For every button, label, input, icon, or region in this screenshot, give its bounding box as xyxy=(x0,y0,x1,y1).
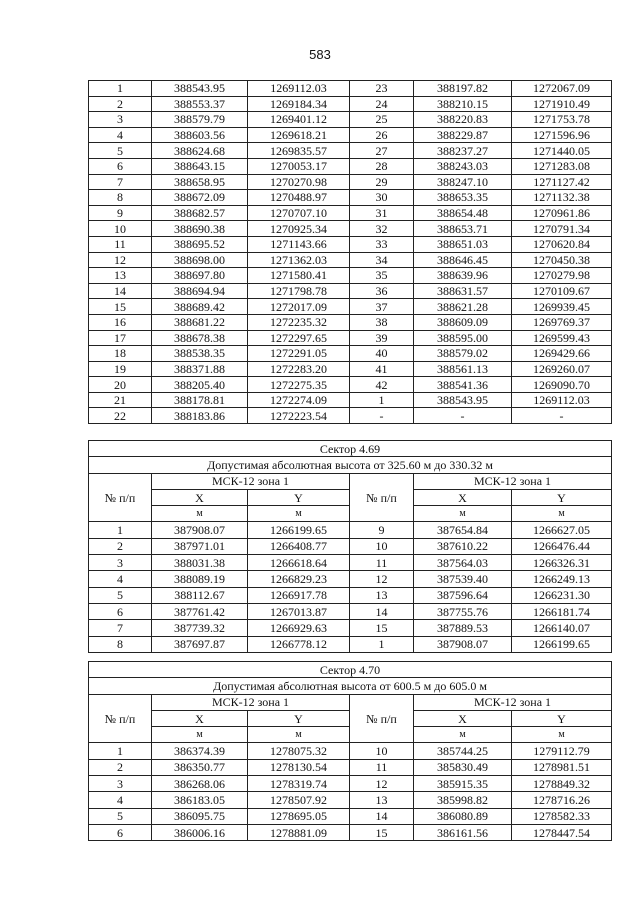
table-cell: 1270109.67 xyxy=(512,283,612,299)
table-cell: 36 xyxy=(350,283,414,299)
table-cell: 8 xyxy=(89,636,152,652)
table-cell: 15 xyxy=(350,824,414,840)
table-cell: 1278716.26 xyxy=(512,792,612,808)
table-row xyxy=(89,603,612,619)
table-row xyxy=(89,408,612,424)
table-cell: 1269769.37 xyxy=(512,314,612,330)
table-cell: 1272297.65 xyxy=(248,330,350,346)
table-row xyxy=(89,522,612,538)
table-cell: 388658.95 xyxy=(152,174,248,190)
sector-4-70-table xyxy=(88,661,612,841)
table-cell: 12 xyxy=(89,252,152,268)
table-cell: 388653.71 xyxy=(414,221,512,237)
table-row xyxy=(89,221,612,237)
table-cell: 1272274.09 xyxy=(248,392,350,408)
table-cell: 1271596.96 xyxy=(512,127,612,143)
table-cell: 1272291.05 xyxy=(248,346,350,362)
table-cell: 385998.82 xyxy=(414,792,512,808)
table-cell: 30 xyxy=(350,190,414,206)
table-cell: 1278075.32 xyxy=(248,743,350,759)
table-row xyxy=(89,776,612,792)
table-cell: 1278130.54 xyxy=(248,759,350,775)
zone-header-left: МСК-12 зона 1 xyxy=(152,473,350,489)
table-cell: 388639.96 xyxy=(414,268,512,284)
table-row xyxy=(89,759,612,775)
table-cell: 388371.88 xyxy=(152,361,248,377)
table-cell: 9 xyxy=(89,205,152,221)
table-cell: 4 xyxy=(89,571,152,587)
table-row xyxy=(89,236,612,252)
table-cell: 6 xyxy=(89,603,152,619)
table-cell: 1278881.09 xyxy=(248,824,350,840)
table-row xyxy=(89,96,612,112)
table-cell: 12 xyxy=(350,776,414,792)
coordinates-table-continued xyxy=(88,80,612,424)
table-cell: 23 xyxy=(350,81,414,97)
table-cell: 1266249.13 xyxy=(512,571,612,587)
table-cell: 387908.07 xyxy=(152,522,248,538)
table-cell: 388631.57 xyxy=(414,283,512,299)
table-cell: 14 xyxy=(89,283,152,299)
table-row xyxy=(89,808,612,824)
table-cell: 1266199.65 xyxy=(248,522,350,538)
table-cell: 1269090.70 xyxy=(512,377,612,393)
table-cell: 8 xyxy=(89,190,152,206)
table-cell: 388609.09 xyxy=(414,314,512,330)
table-cell: 388690.38 xyxy=(152,221,248,237)
table-cell: 386080.89 xyxy=(414,808,512,824)
page-number: 583 xyxy=(309,47,331,62)
table-row xyxy=(89,392,612,408)
table-cell: 1270279.98 xyxy=(512,268,612,284)
table-cell: 1269401.12 xyxy=(248,112,350,128)
table-cell: 388643.15 xyxy=(152,158,248,174)
y-header: Y xyxy=(512,489,612,505)
table-cell: 5 xyxy=(89,143,152,159)
table-cell: 387697.87 xyxy=(152,636,248,652)
table-cell: 37 xyxy=(350,299,414,315)
table-cell: 388197.82 xyxy=(414,81,512,97)
table-cell: 15 xyxy=(89,299,152,315)
x-header: X xyxy=(152,489,248,505)
table-cell: 1271362.03 xyxy=(248,252,350,268)
table-row xyxy=(89,174,612,190)
table-cell: 1 xyxy=(89,743,152,759)
table-row xyxy=(89,555,612,571)
table-row xyxy=(89,143,612,159)
table-cell: 14 xyxy=(350,603,414,619)
unit-cell: м xyxy=(512,727,612,743)
table-cell: 388031.38 xyxy=(152,555,248,571)
table-cell: 1269618.21 xyxy=(248,127,350,143)
table-cell: 1269599.43 xyxy=(512,330,612,346)
table-cell: 1270925.34 xyxy=(248,221,350,237)
table-cell: 11 xyxy=(89,236,152,252)
table-cell: 1267013.87 xyxy=(248,603,350,619)
table-cell: 1271283.08 xyxy=(512,158,612,174)
table-row xyxy=(89,743,612,759)
table-row xyxy=(89,158,612,174)
table-cell: 19 xyxy=(89,361,152,377)
table-cell: 1269939.45 xyxy=(512,299,612,315)
height-note: Допустимая абсолютная высота от 600.5 м до 605.0 м xyxy=(89,678,612,694)
table-cell: 387908.07 xyxy=(414,636,512,652)
table-cell: 388210.15 xyxy=(414,96,512,112)
table-cell: 387654.84 xyxy=(414,522,512,538)
table-cell: 1269260.07 xyxy=(512,361,612,377)
table-cell: 388698.00 xyxy=(152,252,248,268)
table-cell: 388178.81 xyxy=(152,392,248,408)
table-cell: 1272275.35 xyxy=(248,377,350,393)
table-cell: 27 xyxy=(350,143,414,159)
table-cell: 12 xyxy=(350,571,414,587)
table-cell: 1266929.63 xyxy=(248,620,350,636)
table-cell: 388681.22 xyxy=(152,314,248,330)
table-row xyxy=(89,127,612,143)
table-cell: 6 xyxy=(89,824,152,840)
table-cell: 1 xyxy=(350,392,414,408)
table-cell: 40 xyxy=(350,346,414,362)
table-cell: - xyxy=(414,408,512,424)
table-row xyxy=(89,268,612,284)
table-cell: 388653.35 xyxy=(414,190,512,206)
y-header: Y xyxy=(248,710,350,726)
table-cell: 1266618.64 xyxy=(248,555,350,571)
table-cell: 388112.67 xyxy=(152,587,248,603)
table-cell: 1270053.17 xyxy=(248,158,350,174)
table-cell: 4 xyxy=(89,792,152,808)
table-cell: 17 xyxy=(89,330,152,346)
table-cell: 1278447.54 xyxy=(512,824,612,840)
table-cell: 1266778.12 xyxy=(248,636,350,652)
table-cell: 20 xyxy=(89,377,152,393)
table-cell: 1279112.79 xyxy=(512,743,612,759)
table-row xyxy=(89,346,612,362)
num-header-right: № п/п xyxy=(350,473,414,522)
table-cell: 388237.27 xyxy=(414,143,512,159)
table-cell: 15 xyxy=(350,620,414,636)
table-cell: 7 xyxy=(89,174,152,190)
table-cell: 1270620.84 xyxy=(512,236,612,252)
table-cell: 13 xyxy=(89,268,152,284)
table-cell: 1271143.66 xyxy=(248,236,350,252)
table-cell: 387761.42 xyxy=(152,603,248,619)
table-cell: 385830.49 xyxy=(414,759,512,775)
table-cell: 386161.56 xyxy=(414,824,512,840)
table-row xyxy=(89,571,612,587)
table-cell: 1266231.30 xyxy=(512,587,612,603)
table-cell: 7 xyxy=(89,620,152,636)
table-cell: 9 xyxy=(350,522,414,538)
x-header: X xyxy=(414,710,512,726)
zone-header-right: МСК-12 зона 1 xyxy=(414,473,612,489)
table-cell: 1272235.32 xyxy=(248,314,350,330)
unit-cell: м xyxy=(512,506,612,522)
table-cell: 1269429.66 xyxy=(512,346,612,362)
table-row xyxy=(89,636,612,652)
table-cell: 388654.48 xyxy=(414,205,512,221)
table-cell: 1266476.44 xyxy=(512,538,612,554)
table-cell: 10 xyxy=(350,538,414,554)
table-cell: 18 xyxy=(89,346,152,362)
table-cell: 388595.00 xyxy=(414,330,512,346)
table-cell: 1266140.07 xyxy=(512,620,612,636)
table-cell: 28 xyxy=(350,158,414,174)
table-cell: - xyxy=(512,408,612,424)
table-cell: 24 xyxy=(350,96,414,112)
zone-header-right: МСК-12 зона 1 xyxy=(414,694,612,710)
table-cell: 1271440.05 xyxy=(512,143,612,159)
unit-cell: м xyxy=(414,506,512,522)
table-row xyxy=(89,299,612,315)
table-cell: 388621.28 xyxy=(414,299,512,315)
table-cell: 1269112.03 xyxy=(248,81,350,97)
table-cell: 11 xyxy=(350,759,414,775)
table-cell: 388624.68 xyxy=(152,143,248,159)
table-cell: 1266326.31 xyxy=(512,555,612,571)
table-cell: 21 xyxy=(89,392,152,408)
table-cell: 11 xyxy=(350,555,414,571)
unit-cell: м xyxy=(414,727,512,743)
table-cell: 3 xyxy=(89,112,152,128)
table-row xyxy=(89,792,612,808)
height-note: Допустимая абсолютная высота от 325.60 м до 330.32 м xyxy=(89,457,612,473)
table-cell: 388603.56 xyxy=(152,127,248,143)
table-cell: 1271798.78 xyxy=(248,283,350,299)
num-header-right: № п/п xyxy=(350,694,414,743)
table-cell: 10 xyxy=(89,221,152,237)
table-row xyxy=(89,377,612,393)
unit-cell: м xyxy=(248,506,350,522)
table-cell: 386374.39 xyxy=(152,743,248,759)
table-cell: 1266627.05 xyxy=(512,522,612,538)
table-cell: 1270961.86 xyxy=(512,205,612,221)
y-header: Y xyxy=(512,710,612,726)
table-cell: 388247.10 xyxy=(414,174,512,190)
table-cell: 388229.87 xyxy=(414,127,512,143)
table-cell: 388553.37 xyxy=(152,96,248,112)
table-cell: 1271753.78 xyxy=(512,112,612,128)
table-row xyxy=(89,587,612,603)
table-cell: 388579.02 xyxy=(414,346,512,362)
table-cell: 1271127.42 xyxy=(512,174,612,190)
table-cell: 388682.57 xyxy=(152,205,248,221)
table-row xyxy=(89,314,612,330)
table-cell: 387564.03 xyxy=(414,555,512,571)
table-cell: 388205.40 xyxy=(152,377,248,393)
table-cell: 25 xyxy=(350,112,414,128)
num-header-left: № п/п xyxy=(89,473,152,522)
unit-cell: м xyxy=(248,727,350,743)
table-cell: 41 xyxy=(350,361,414,377)
table-cell: 10 xyxy=(350,743,414,759)
table-cell: 386006.16 xyxy=(152,824,248,840)
table-cell: - xyxy=(350,408,414,424)
unit-cell: м xyxy=(152,727,248,743)
table-cell: 1266199.65 xyxy=(512,636,612,652)
table-cell: 29 xyxy=(350,174,414,190)
table-cell: 6 xyxy=(89,158,152,174)
table-cell: 386095.75 xyxy=(152,808,248,824)
table-cell: 1278981.51 xyxy=(512,759,612,775)
table-row xyxy=(89,205,612,221)
table-row xyxy=(89,190,612,206)
table-cell: 1269184.34 xyxy=(248,96,350,112)
table-cell: 3 xyxy=(89,776,152,792)
table-cell: 13 xyxy=(350,587,414,603)
table-cell: 26 xyxy=(350,127,414,143)
table-cell: 1270270.98 xyxy=(248,174,350,190)
table-row xyxy=(89,252,612,268)
table-cell: 1278319.74 xyxy=(248,776,350,792)
table-cell: 31 xyxy=(350,205,414,221)
table-cell: 1272067.09 xyxy=(512,81,612,97)
table-cell: 22 xyxy=(89,408,152,424)
table-cell: 386268.06 xyxy=(152,776,248,792)
table-cell: 16 xyxy=(89,314,152,330)
table-row xyxy=(89,330,612,346)
table-row xyxy=(89,361,612,377)
table-cell: 1271910.49 xyxy=(512,96,612,112)
table-cell: 1266408.77 xyxy=(248,538,350,554)
table-cell: 1270450.38 xyxy=(512,252,612,268)
table-cell: 2 xyxy=(89,538,152,554)
table-cell: 39 xyxy=(350,330,414,346)
table-cell: 34 xyxy=(350,252,414,268)
zone-header-left: МСК-12 зона 1 xyxy=(152,694,350,710)
table-row xyxy=(89,824,612,840)
table-cell: 42 xyxy=(350,377,414,393)
table-cell: 3 xyxy=(89,555,152,571)
table-cell: 1270791.34 xyxy=(512,221,612,237)
table-row xyxy=(89,538,612,554)
sector-title: Сектор 4.69 xyxy=(89,441,612,457)
sector-4-69-body xyxy=(89,522,612,652)
table-cell: 1 xyxy=(350,636,414,652)
table-cell: 1266181.74 xyxy=(512,603,612,619)
table-cell: 1266917.78 xyxy=(248,587,350,603)
table-cell: 13 xyxy=(350,792,414,808)
table-cell: 388651.03 xyxy=(414,236,512,252)
table-cell: 33 xyxy=(350,236,414,252)
table-cell: 387971.01 xyxy=(152,538,248,554)
table-cell: 388694.94 xyxy=(152,283,248,299)
coordinates-table-body xyxy=(89,81,612,424)
table-cell: 1271580.41 xyxy=(248,268,350,284)
table-cell: 1 xyxy=(89,522,152,538)
table-cell: 385744.25 xyxy=(414,743,512,759)
table-cell: 388243.03 xyxy=(414,158,512,174)
num-header-left: № п/п xyxy=(89,694,152,743)
table-cell: 387610.22 xyxy=(414,538,512,554)
table-cell: 32 xyxy=(350,221,414,237)
table-cell: 1278849.32 xyxy=(512,776,612,792)
y-header: Y xyxy=(248,489,350,505)
table-cell: 388561.13 xyxy=(414,361,512,377)
table-cell: 1270488.97 xyxy=(248,190,350,206)
table-row xyxy=(89,283,612,299)
table-row xyxy=(89,112,612,128)
table-cell: 2 xyxy=(89,96,152,112)
table-cell: 1269835.57 xyxy=(248,143,350,159)
table-cell: 14 xyxy=(350,808,414,824)
table-cell: 388697.80 xyxy=(152,268,248,284)
table-cell: 387596.64 xyxy=(414,587,512,603)
table-cell: 388538.35 xyxy=(152,346,248,362)
table-cell: 1278582.33 xyxy=(512,808,612,824)
table-row xyxy=(89,620,612,636)
sector-4-69-table xyxy=(88,440,612,653)
unit-cell: м xyxy=(152,506,248,522)
table-cell: 388678.38 xyxy=(152,330,248,346)
table-cell: 4 xyxy=(89,127,152,143)
table-cell: 1272017.09 xyxy=(248,299,350,315)
table-cell: 388695.52 xyxy=(152,236,248,252)
table-cell: 35 xyxy=(350,268,414,284)
table-cell: 387739.32 xyxy=(152,620,248,636)
table-cell: 1272283.20 xyxy=(248,361,350,377)
sector-title: Сектор 4.70 xyxy=(89,662,612,678)
table-cell: 388579.79 xyxy=(152,112,248,128)
table-cell: 388220.83 xyxy=(414,112,512,128)
table-cell: 386183.05 xyxy=(152,792,248,808)
table-cell: 388183.86 xyxy=(152,408,248,424)
table-cell: 388672.09 xyxy=(152,190,248,206)
table-cell: 1270707.10 xyxy=(248,205,350,221)
table-cell: 387539.40 xyxy=(414,571,512,587)
table-cell: 1 xyxy=(89,81,152,97)
table-cell: 5 xyxy=(89,587,152,603)
table-cell: 388543.95 xyxy=(152,81,248,97)
table-cell: 387889.53 xyxy=(414,620,512,636)
table-cell: 1266829.23 xyxy=(248,571,350,587)
table-cell: 2 xyxy=(89,759,152,775)
table-cell: 387755.76 xyxy=(414,603,512,619)
table-cell: 388541.36 xyxy=(414,377,512,393)
table-cell: 38 xyxy=(350,314,414,330)
table-cell: 1278695.05 xyxy=(248,808,350,824)
table-cell: 388089.19 xyxy=(152,571,248,587)
x-header: X xyxy=(414,489,512,505)
table-cell: 386350.77 xyxy=(152,759,248,775)
sector-4-70-body xyxy=(89,743,612,841)
table-cell: 388543.95 xyxy=(414,392,512,408)
table-cell: 1278507.92 xyxy=(248,792,350,808)
table-cell: 1272223.54 xyxy=(248,408,350,424)
table-cell: 5 xyxy=(89,808,152,824)
table-cell: 388646.45 xyxy=(414,252,512,268)
table-cell: 385915.35 xyxy=(414,776,512,792)
table-cell: 1271132.38 xyxy=(512,190,612,206)
x-header: X xyxy=(152,710,248,726)
table-cell: 388689.42 xyxy=(152,299,248,315)
table-cell: 1269112.03 xyxy=(512,392,612,408)
table-row xyxy=(89,81,612,97)
